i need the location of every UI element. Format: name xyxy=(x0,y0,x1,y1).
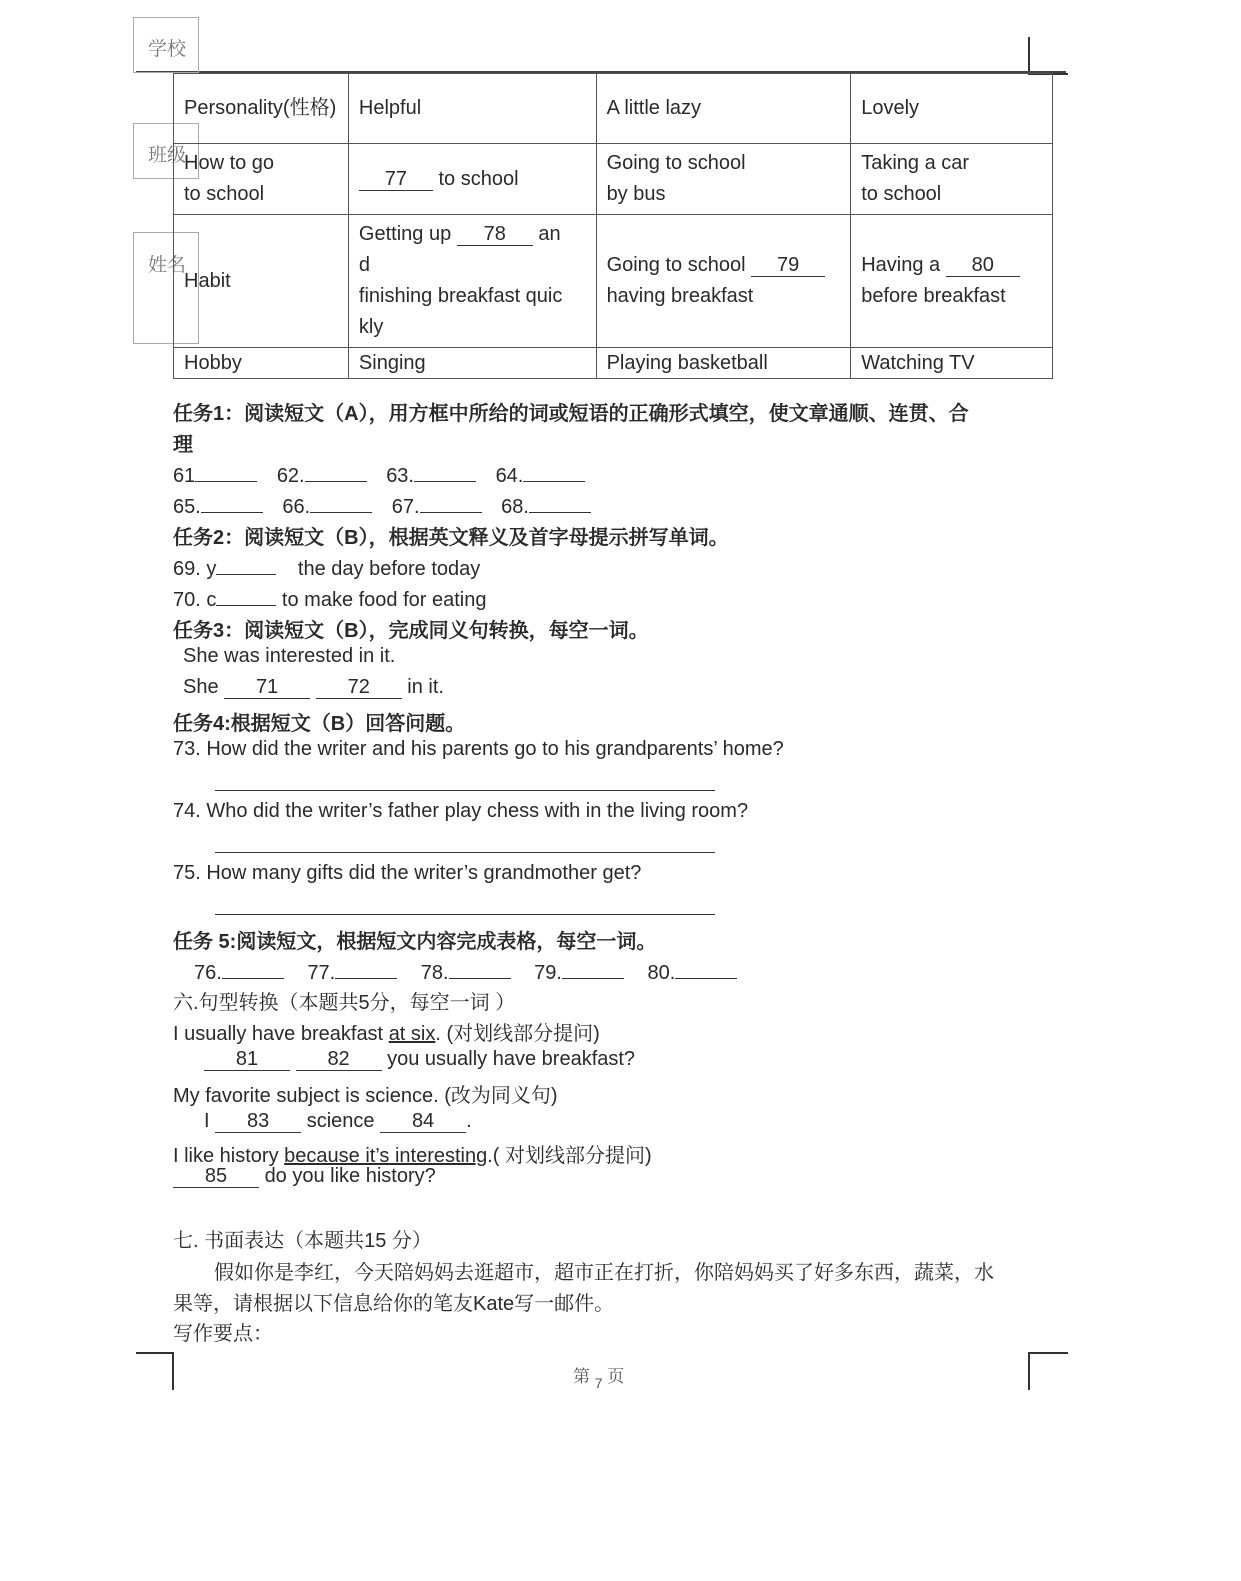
table-cell-label: Personality(性格) xyxy=(174,74,349,144)
answer-blank-70[interactable] xyxy=(216,583,276,606)
sentence-text: I xyxy=(204,1110,210,1132)
page-number xyxy=(573,1362,625,1391)
task2-title: 任务2：阅读短文（B），根据英文释义及首字母提示拼写单词。 xyxy=(173,527,729,549)
answer-blank-62[interactable] xyxy=(305,459,367,482)
question-number: 70. c xyxy=(173,589,217,611)
answer-blank-66[interactable] xyxy=(310,490,372,513)
question-73: 73. How did the writer and his parents go to his grandparents’ home? xyxy=(173,738,784,760)
task4-title: 任务4:根据短文（B）回答问题。 xyxy=(173,713,466,735)
task1-title-cont: 理 xyxy=(173,434,193,456)
cell-line: finishing breakfast quic xyxy=(358,285,563,307)
answer-blank-82[interactable]: 82 xyxy=(296,1048,382,1071)
table-cell xyxy=(596,144,851,215)
question-74: 74. Who did the writer’s father play chess with in the living room? xyxy=(173,800,749,822)
answer-blank-76[interactable] xyxy=(222,956,284,979)
definition-text: to make food for eating xyxy=(281,589,487,611)
corner-mark-bottom-left xyxy=(136,1352,174,1390)
answer-blank-67[interactable] xyxy=(420,490,482,513)
task5-title: 任务 5:阅读短文，根据短文内容完成表格，每空一词。 xyxy=(173,931,657,953)
sentence-text: .( 对划线部分提问) xyxy=(487,1145,652,1167)
answer-blank-84[interactable]: 84 xyxy=(380,1110,466,1133)
cell-line: Going to school xyxy=(606,152,746,174)
answer-blank-79[interactable]: 79 xyxy=(751,254,825,277)
cell-text: Having a xyxy=(861,254,941,276)
question-75: 75. How many gifts did the writer’s grandmother get? xyxy=(173,862,642,884)
question-number: 66. xyxy=(282,496,311,518)
table-cell: Watching TV xyxy=(851,348,1053,379)
task1-row2 xyxy=(173,490,591,519)
answer-blank-68[interactable] xyxy=(529,490,591,513)
sentence-text: you usually have breakfast? xyxy=(387,1048,636,1070)
question-number: 67. xyxy=(391,496,420,518)
sidebar-label-name: 姓名 xyxy=(148,255,187,276)
sentence-text: . (对划线部分提问) xyxy=(435,1023,600,1045)
sentence-text: science xyxy=(306,1110,375,1132)
answer-blank-65[interactable] xyxy=(201,490,263,513)
question-70 xyxy=(173,583,487,612)
table-cell: Helpful xyxy=(348,74,596,144)
section7-paragraph-line2: 果等，请根据以下信息给你的笔友Kate写一邮件。 xyxy=(173,1293,615,1315)
table-cell: Playing basketball xyxy=(596,348,851,379)
cell-line: having breakfast xyxy=(606,285,754,307)
question-number: 69. y xyxy=(173,558,217,580)
answer-blank-79b[interactable] xyxy=(562,956,624,979)
answer-blank-64[interactable] xyxy=(523,459,585,482)
rewrite-text: in it. xyxy=(407,676,444,698)
answer-blank-78[interactable]: 78 xyxy=(457,223,533,246)
section7-points-label: 写作要点： xyxy=(173,1323,273,1345)
answer-line-75[interactable] xyxy=(215,914,715,915)
question-number: 80. xyxy=(647,962,676,984)
section6-answer-3 xyxy=(173,1165,436,1188)
task3-rewrite xyxy=(183,676,444,699)
page-number-value: 7 xyxy=(594,1375,603,1391)
corner-mark-top-right xyxy=(1028,37,1068,75)
task1-title: 任务1：阅读短文（A），用方框中所给的词或短语的正确形式填空，使文章通顺、连贯、合 xyxy=(173,403,969,425)
cell-text: to school xyxy=(438,167,519,190)
table-row xyxy=(174,215,1053,348)
section7-paragraph-line1: 假如你是李红，今天陪妈妈去逛超市，超市正在打折，你陪妈妈买了好多东西，蔬菜，水 xyxy=(214,1262,994,1284)
page-number-prefix: 第 xyxy=(573,1367,590,1386)
table-cell xyxy=(851,215,1053,348)
table-row xyxy=(174,144,1053,215)
task1-row1 xyxy=(173,459,585,488)
answer-blank-72[interactable]: 72 xyxy=(316,676,402,699)
question-number: 65. xyxy=(173,496,201,518)
cell-line: Taking a car xyxy=(861,152,970,174)
answer-blank-77b[interactable] xyxy=(335,956,397,979)
answer-blank-63[interactable] xyxy=(414,459,476,482)
answer-blank-80b[interactable] xyxy=(675,956,737,979)
cell-text: Getting up xyxy=(358,223,452,245)
cell-line: by bus xyxy=(606,183,666,205)
question-69 xyxy=(173,552,480,581)
section6-title: 六.句型转换（本题共5分，每空一词 ） xyxy=(173,992,516,1014)
section6-sentence-3 xyxy=(173,1139,652,1168)
task3-title: 任务3：阅读短文（B），完成同义句转换，每空一词。 xyxy=(173,620,649,642)
answer-blank-85[interactable]: 85 xyxy=(173,1165,259,1188)
cell-text: Going to school xyxy=(606,254,746,276)
answer-blank-83[interactable]: 83 xyxy=(215,1110,301,1133)
page-number-suffix: 页 xyxy=(607,1367,625,1386)
table-cell: A little lazy xyxy=(596,74,851,144)
sentence-text: I usually have breakfast xyxy=(173,1023,389,1045)
sentence-text: I like history xyxy=(173,1145,285,1167)
answer-line-73[interactable] xyxy=(215,790,715,791)
section6-answer-2 xyxy=(204,1110,472,1133)
table-cell xyxy=(596,215,851,348)
section6-answer-1 xyxy=(204,1048,635,1071)
sentence-text: . xyxy=(466,1110,472,1132)
table-row xyxy=(174,74,1053,144)
table-cell xyxy=(348,144,596,215)
question-number: 78. xyxy=(420,962,449,984)
table-cell-label xyxy=(174,144,349,215)
question-number: 62. xyxy=(276,465,305,487)
answer-blank-81[interactable]: 81 xyxy=(204,1048,290,1071)
question-number: 64. xyxy=(495,465,524,487)
question-number: 76. xyxy=(194,962,222,984)
table-cell xyxy=(851,144,1053,215)
info-table xyxy=(173,73,1053,379)
task3-sentence: She was interested in it. xyxy=(183,645,396,667)
cell-line: How to go xyxy=(184,152,275,174)
task5-answers xyxy=(194,956,737,985)
table-cell-label: Hobby xyxy=(174,348,349,379)
question-number: 77. xyxy=(307,962,336,984)
answer-blank-80[interactable]: 80 xyxy=(946,254,1020,277)
section6-sentence-2: My favorite subject is science. (改为同义句) xyxy=(173,1085,558,1107)
cell-text: an xyxy=(538,223,561,245)
sidebar-label-class: 班级 xyxy=(148,145,187,166)
question-number: 61 xyxy=(173,465,196,487)
question-number: 68. xyxy=(501,496,529,518)
cell-line: kly xyxy=(358,316,384,338)
answer-blank-78b[interactable] xyxy=(449,956,511,979)
cell-line: to school xyxy=(184,183,265,205)
rewrite-text: She xyxy=(183,676,219,698)
definition-text: the day before today xyxy=(297,558,481,580)
cell-line: d xyxy=(358,254,371,276)
table-row xyxy=(174,348,1053,379)
corner-mark-bottom-right xyxy=(1028,1352,1068,1390)
section7-title: 七. 书面表达（本题共15 分） xyxy=(173,1230,432,1252)
cell-line: to school xyxy=(861,183,942,205)
underlined-text: because it’s interesting xyxy=(284,1145,488,1167)
table-cell: Singing xyxy=(348,348,596,379)
sidebar-label-school: 学校 xyxy=(148,39,187,60)
answer-blank-61[interactable] xyxy=(195,459,257,482)
table-cell: Lovely xyxy=(851,74,1053,144)
cell-line: before breakfast xyxy=(861,285,1006,307)
answer-line-74[interactable] xyxy=(215,852,715,853)
underlined-text: at six xyxy=(388,1023,436,1045)
question-number: 79. xyxy=(534,962,562,984)
table-cell-label: Habit xyxy=(174,215,349,348)
sentence-text: do you like history? xyxy=(264,1165,436,1187)
answer-blank-77[interactable]: 77 xyxy=(359,168,433,191)
section6-sentence-1 xyxy=(173,1017,600,1046)
table-cell xyxy=(348,215,596,348)
answer-blank-69[interactable] xyxy=(216,552,276,575)
answer-blank-71[interactable]: 71 xyxy=(224,676,310,699)
question-number: 63. xyxy=(386,465,414,487)
